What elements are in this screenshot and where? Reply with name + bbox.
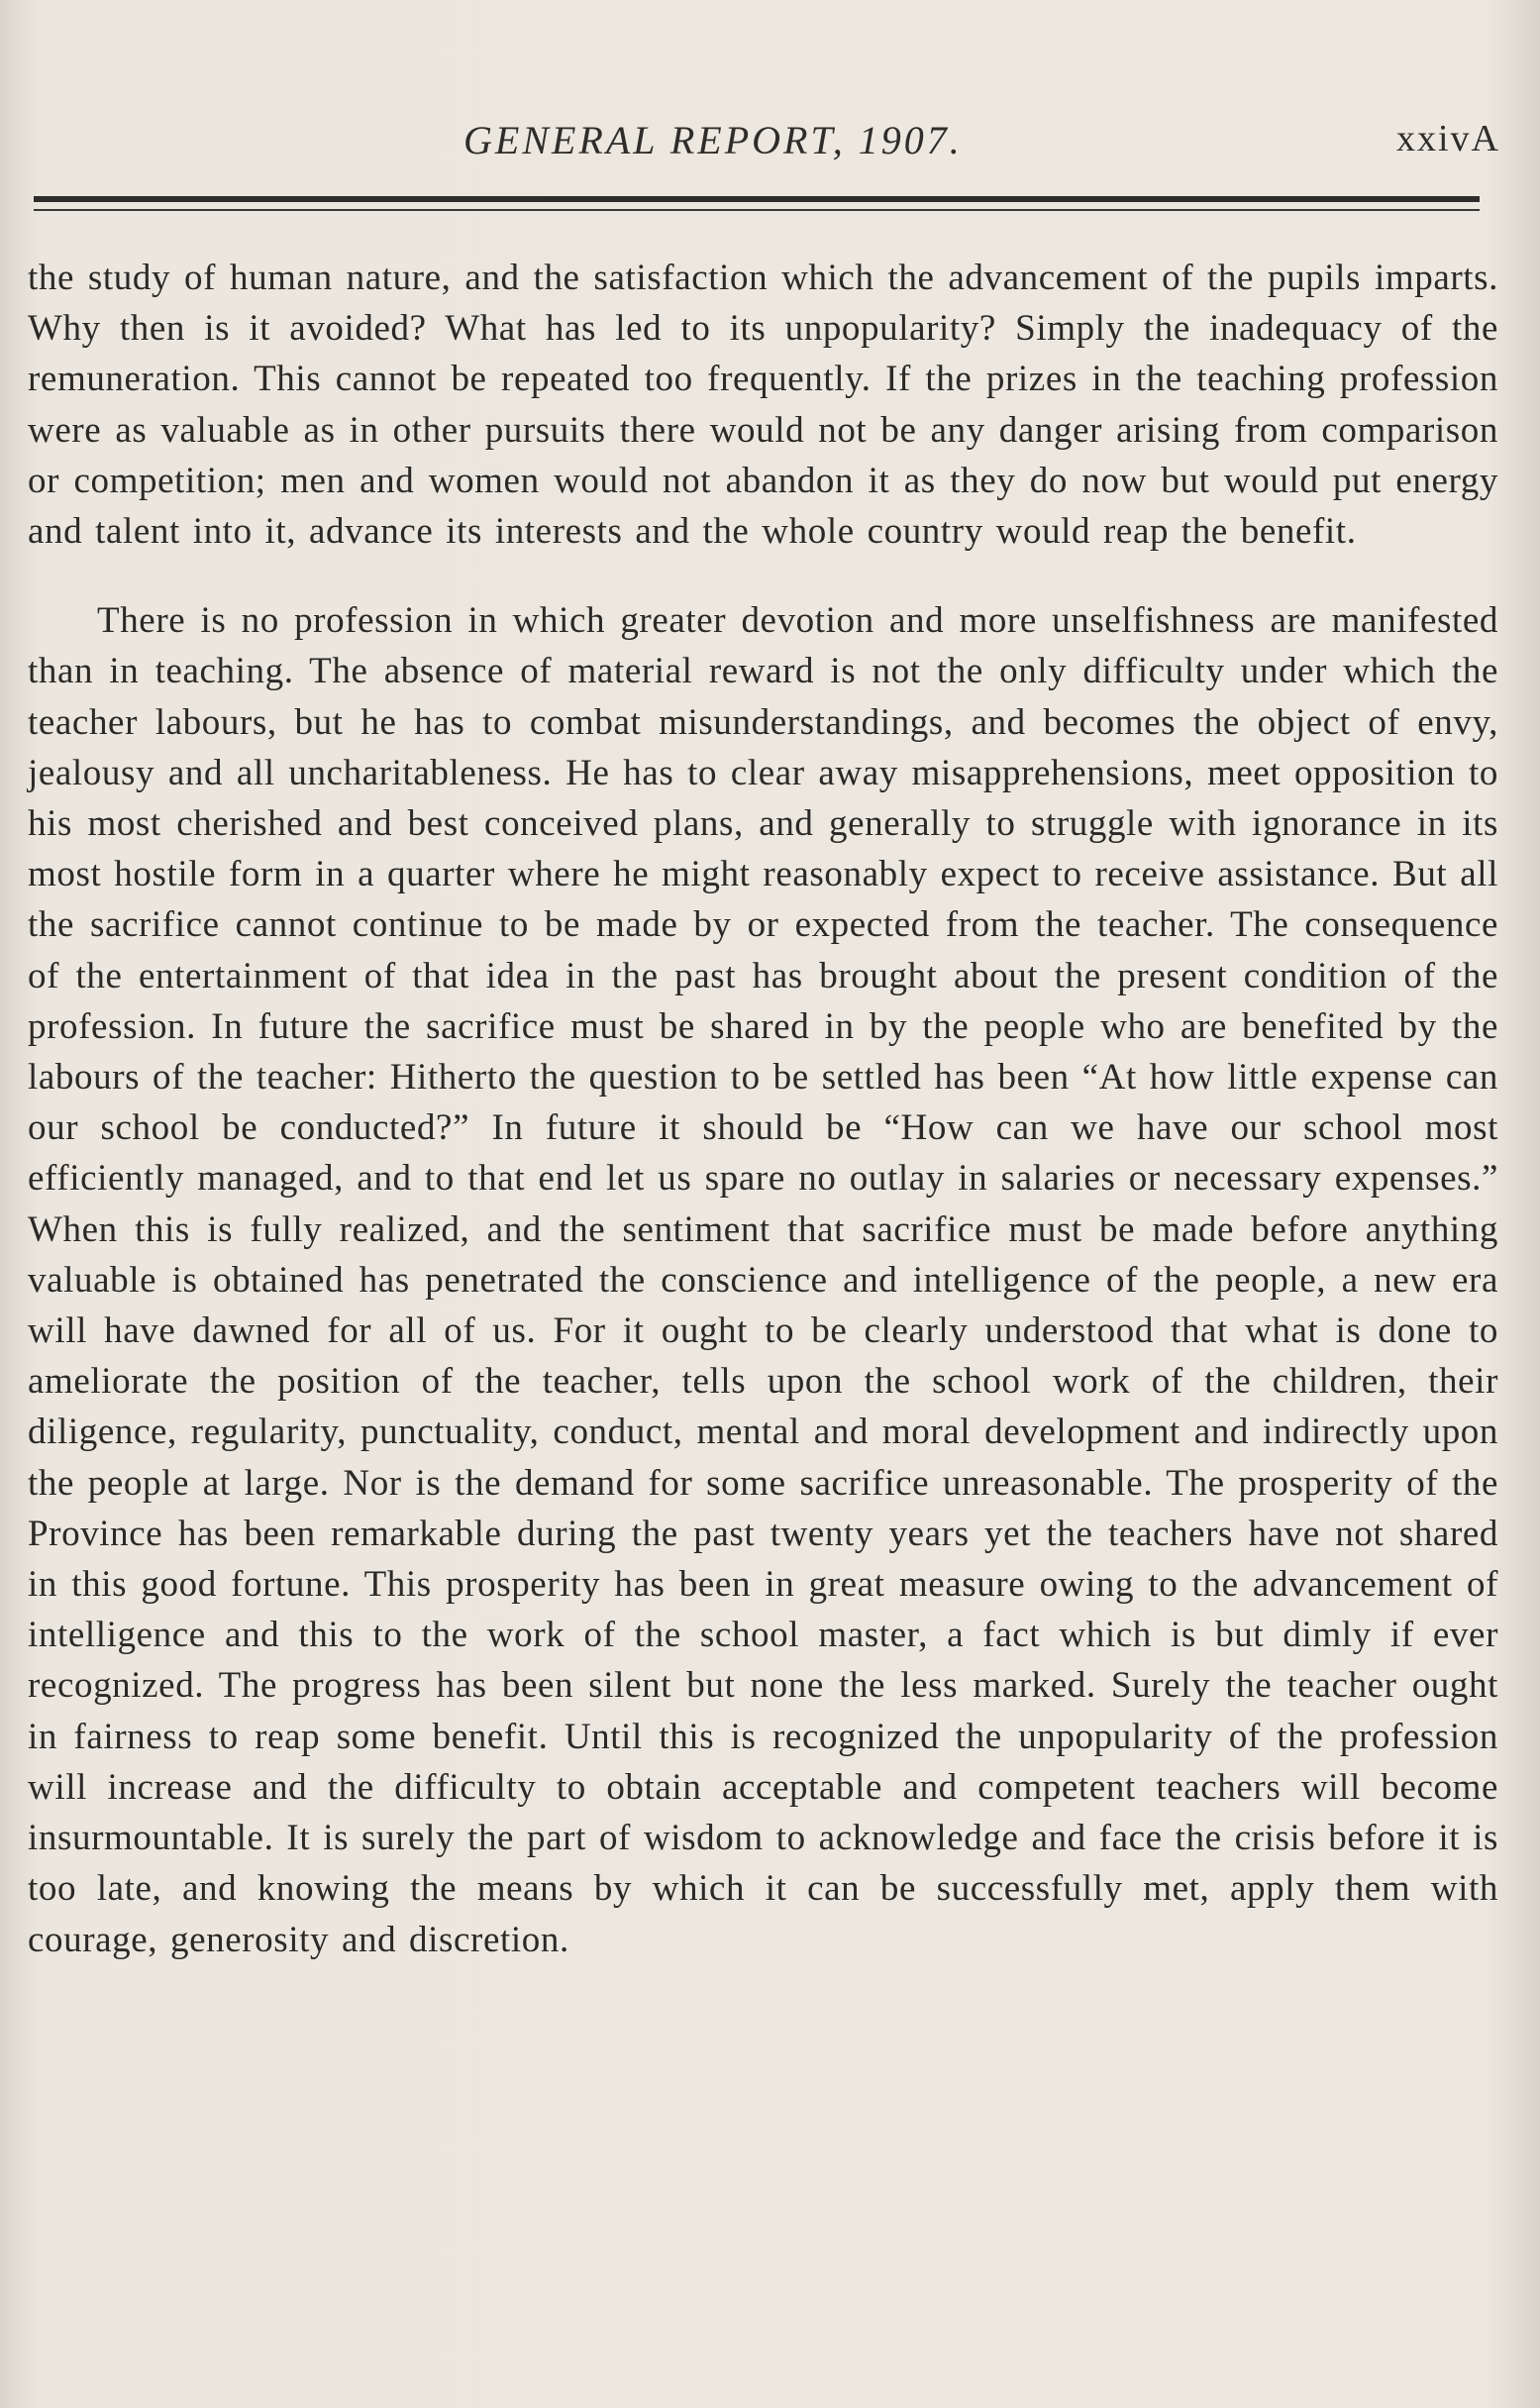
header-rule-thin	[34, 209, 1480, 211]
paragraph-2: There is no profession in which greater devotion and more unselfishness are manifested than in teaching. The absence of material reward is not the only difficulty under which the teacher labours, but he has to combat misunderstandings, and becomes the object of envy, jealousy and all uncharitableness. He has to clear away misapprehensions, meet opposition to his most cherished and best conceived plans, and generally to struggle with ignorance in its most hostile form in a quarter where he might reasonably expect to receive assistance. But all the sacrifice cannot continue to be made by or expected from the teacher. The consequence of the entertainment of that idea in the past has brought about the present condition of the profession. In future the sacrifice must be shared in by the people who are benefited by the labours of the teacher: Hitherto the question to be settled has been “At how little expense can our school be conducted?” In future it should be “How can we have our school most efficiently managed, and to that end let us spare no outlay in salaries or necessary expenses.” When this is fully realized, and the sentiment that sacrifice must be made before anything valuable is obtained has penetrated the conscience and intelligence of the people, a new era will have dawned for all of us. For it ought to be clearly understood that what is done to ameliorate the position of the teacher, tells upon the school work of the children, their diligence, regularity, punctuality, conduct, mental and moral development and indirectly upon the people at large. Nor is the demand for some sacrifice unreasonable. The prosperity of the Province has been remarkable during the past twenty years yet the teachers have not shared in this good fortune. This prosperity has been in great measure owing to the advancement of intelligence and this to the work of the school master, a fact which is but dimly if ever recognized. The progress has been silent but none the less marked. Surely the teacher ought in fairness to reap some benefit. Until this is recognized the unpopularity of the profession will increase and the difficulty to obtain acceptable and competent teachers will become insurmountable. It is surely the part of wisdom to acknowledge and face the crisis before it is too late, and knowing the means by which it can be successfully met, apply them with courage, generosity and discretion.	[28, 600, 1498, 1960]
body-text	[28, 253, 1498, 1965]
page-header	[0, 117, 1540, 176]
page-number: xxivA	[1396, 118, 1500, 159]
paragraph-1: the study of human nature, and the satisfaction which the advancement of the pupils imparts. Why then is it avoided? What has led to its unpopularity? Simply the inadequacy of the remuneration. This cannot be repeated too frequently. If the prizes in the teaching profession were as valuable as in other pursuits there would not be any danger arising from comparison or competition; men and women would not abandon it as they do now but would put energy and talent into it, advance its interests and the whole country would reap the benefit.	[28, 258, 1498, 553]
running-title: GENERAL REPORT, 1907.	[463, 118, 963, 162]
header-rule-thick	[34, 196, 1480, 202]
